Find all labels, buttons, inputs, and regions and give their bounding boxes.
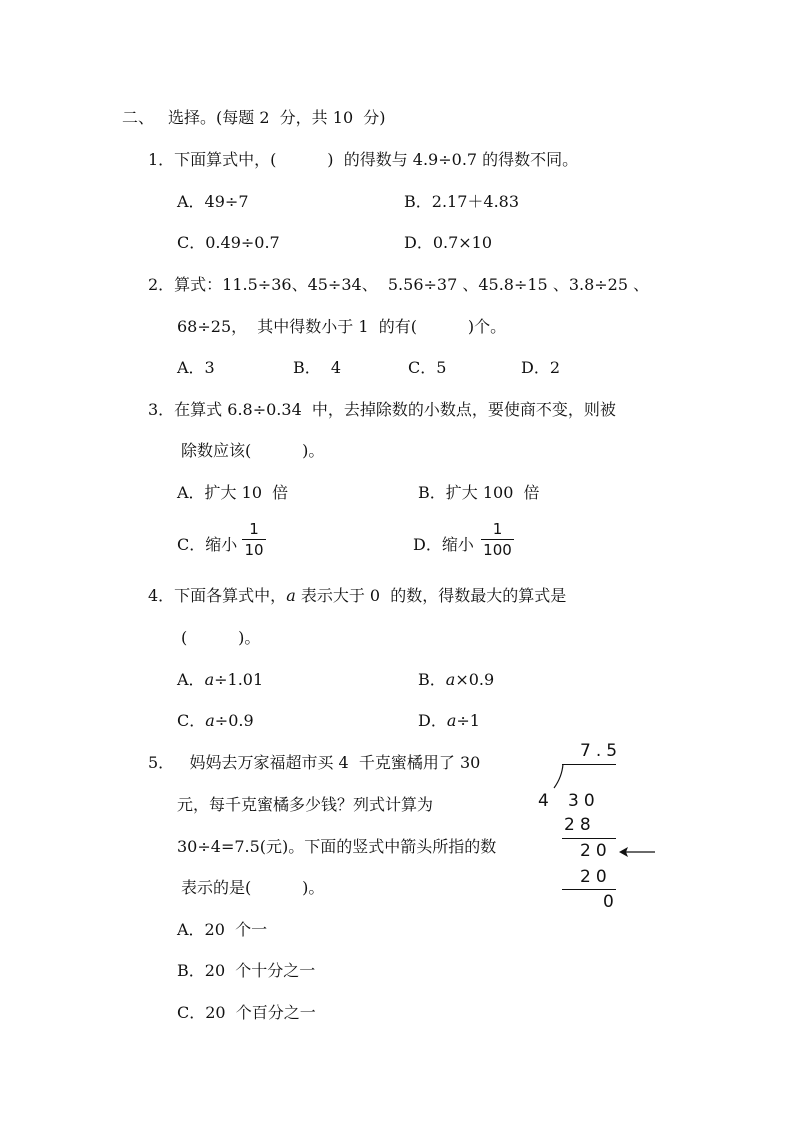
q3-option-d-label: D．缩小 [413, 535, 474, 554]
q3-option-c-label: C．缩小 [177, 535, 238, 554]
q3-option-d-fraction [481, 520, 514, 559]
division-dividend: 30 [568, 791, 600, 811]
q2-option-a[interactable]: A．3 [177, 358, 215, 377]
q3-stem-line2: 除数应该( )。 [181, 441, 325, 460]
q3-option-a[interactable]: A．扩大 10 倍 [177, 483, 289, 502]
q4-option-b[interactable] [418, 670, 494, 690]
q3-option-c-fraction [242, 520, 266, 559]
fraction-bar [481, 539, 514, 540]
q4-stem-variable: a [286, 586, 296, 605]
q5-stem-line4: 表示的是( )。 [181, 878, 325, 897]
fraction-denominator: 100 [483, 541, 512, 559]
q3-stem-line1: 3．在算式 6.8÷0.34 中，去掉除数的小数点，要使商不变，则被 [148, 400, 616, 419]
q2-stem-line1: 2．算式：11.5÷36、45÷34、 5.56÷37 、45.8÷15 、3.8÷25 、 [148, 275, 650, 294]
division-divisor: 4 [538, 791, 554, 811]
section-number: 二、 [122, 108, 155, 127]
q1-option-d[interactable]: D．0.7×10 [404, 233, 493, 252]
q1-option-a[interactable]: A．49÷7 [177, 192, 249, 211]
q4-option-c[interactable] [177, 711, 254, 731]
option-variable: a [446, 711, 457, 730]
q4-stem-line1 [148, 586, 566, 606]
q1-option-c[interactable]: C．0.49÷0.7 [177, 233, 280, 252]
option-label: C． [177, 711, 206, 730]
fraction-numerator: 1 [249, 520, 259, 538]
division-remainder2: 0 [603, 892, 619, 912]
q4-option-a[interactable] [177, 670, 263, 690]
option-expression: ÷1 [456, 711, 480, 730]
option-label: B． [418, 670, 446, 689]
q5-stem-line3: 30÷4=7.5(元)。下面的竖式中箭头所指的数 [177, 837, 497, 856]
q1-stem: 1．下面算式中，( ) 的得数与 4.9÷0.7 的得数不同。 [148, 150, 579, 169]
q5-stem-line1: 5． 妈妈去万家福超市买 4 千克蜜橘用了 30 [148, 753, 481, 772]
division-remainder1: 20 [580, 841, 612, 861]
section-title: 选择。(每题 2 分，共 10 分) [168, 108, 386, 127]
q2-stem-line2: 68÷25， 其中得数小于 1 的有( )个。 [177, 317, 507, 336]
division-bracket [552, 763, 566, 789]
arrow-left-icon [618, 844, 656, 860]
q5-option-a[interactable]: A．20 个一 [177, 920, 268, 939]
option-label: A． [177, 670, 205, 689]
option-expression: ÷1.01 [214, 670, 264, 689]
fraction-numerator: 1 [492, 520, 503, 538]
q4-option-d[interactable] [418, 711, 480, 731]
division-line-1 [562, 838, 616, 839]
q5-option-c[interactable]: C．20 个百分之一 [177, 1003, 316, 1022]
division-step1: 28 [564, 815, 596, 835]
option-label: D． [418, 711, 447, 730]
q5-option-b[interactable]: B．20 个十分之一 [177, 961, 316, 980]
q3-option-b[interactable]: B．扩大 100 倍 [418, 483, 540, 502]
division-quotient: 7.5 [580, 741, 623, 761]
q5-stem-line2: 元，每千克蜜橘多少钱？列式计算为 [177, 795, 434, 814]
division-line-2 [562, 889, 616, 890]
fraction-bar [242, 539, 266, 540]
q4-stem-suffix: 表示大于 0 的数，得数最大的算式是 [295, 586, 567, 605]
division-bar [562, 764, 616, 765]
q4-stem-prefix: 4．下面各算式中， [148, 586, 287, 605]
option-variable: a [445, 670, 456, 689]
q2-option-b[interactable]: B． 4 [293, 358, 342, 377]
option-variable: a [205, 711, 215, 730]
option-expression: ×0.9 [455, 670, 495, 689]
q2-option-c[interactable]: C．5 [408, 358, 447, 377]
option-variable: a [204, 670, 215, 689]
q1-option-b[interactable]: B．2.17＋4.83 [404, 192, 520, 211]
q2-option-d[interactable]: D．2 [521, 358, 561, 377]
option-expression: ÷0.9 [214, 711, 254, 730]
division-step2: 20 [580, 867, 612, 887]
fraction-denominator: 10 [244, 541, 264, 559]
q4-stem-line2: ( )。 [181, 628, 261, 647]
